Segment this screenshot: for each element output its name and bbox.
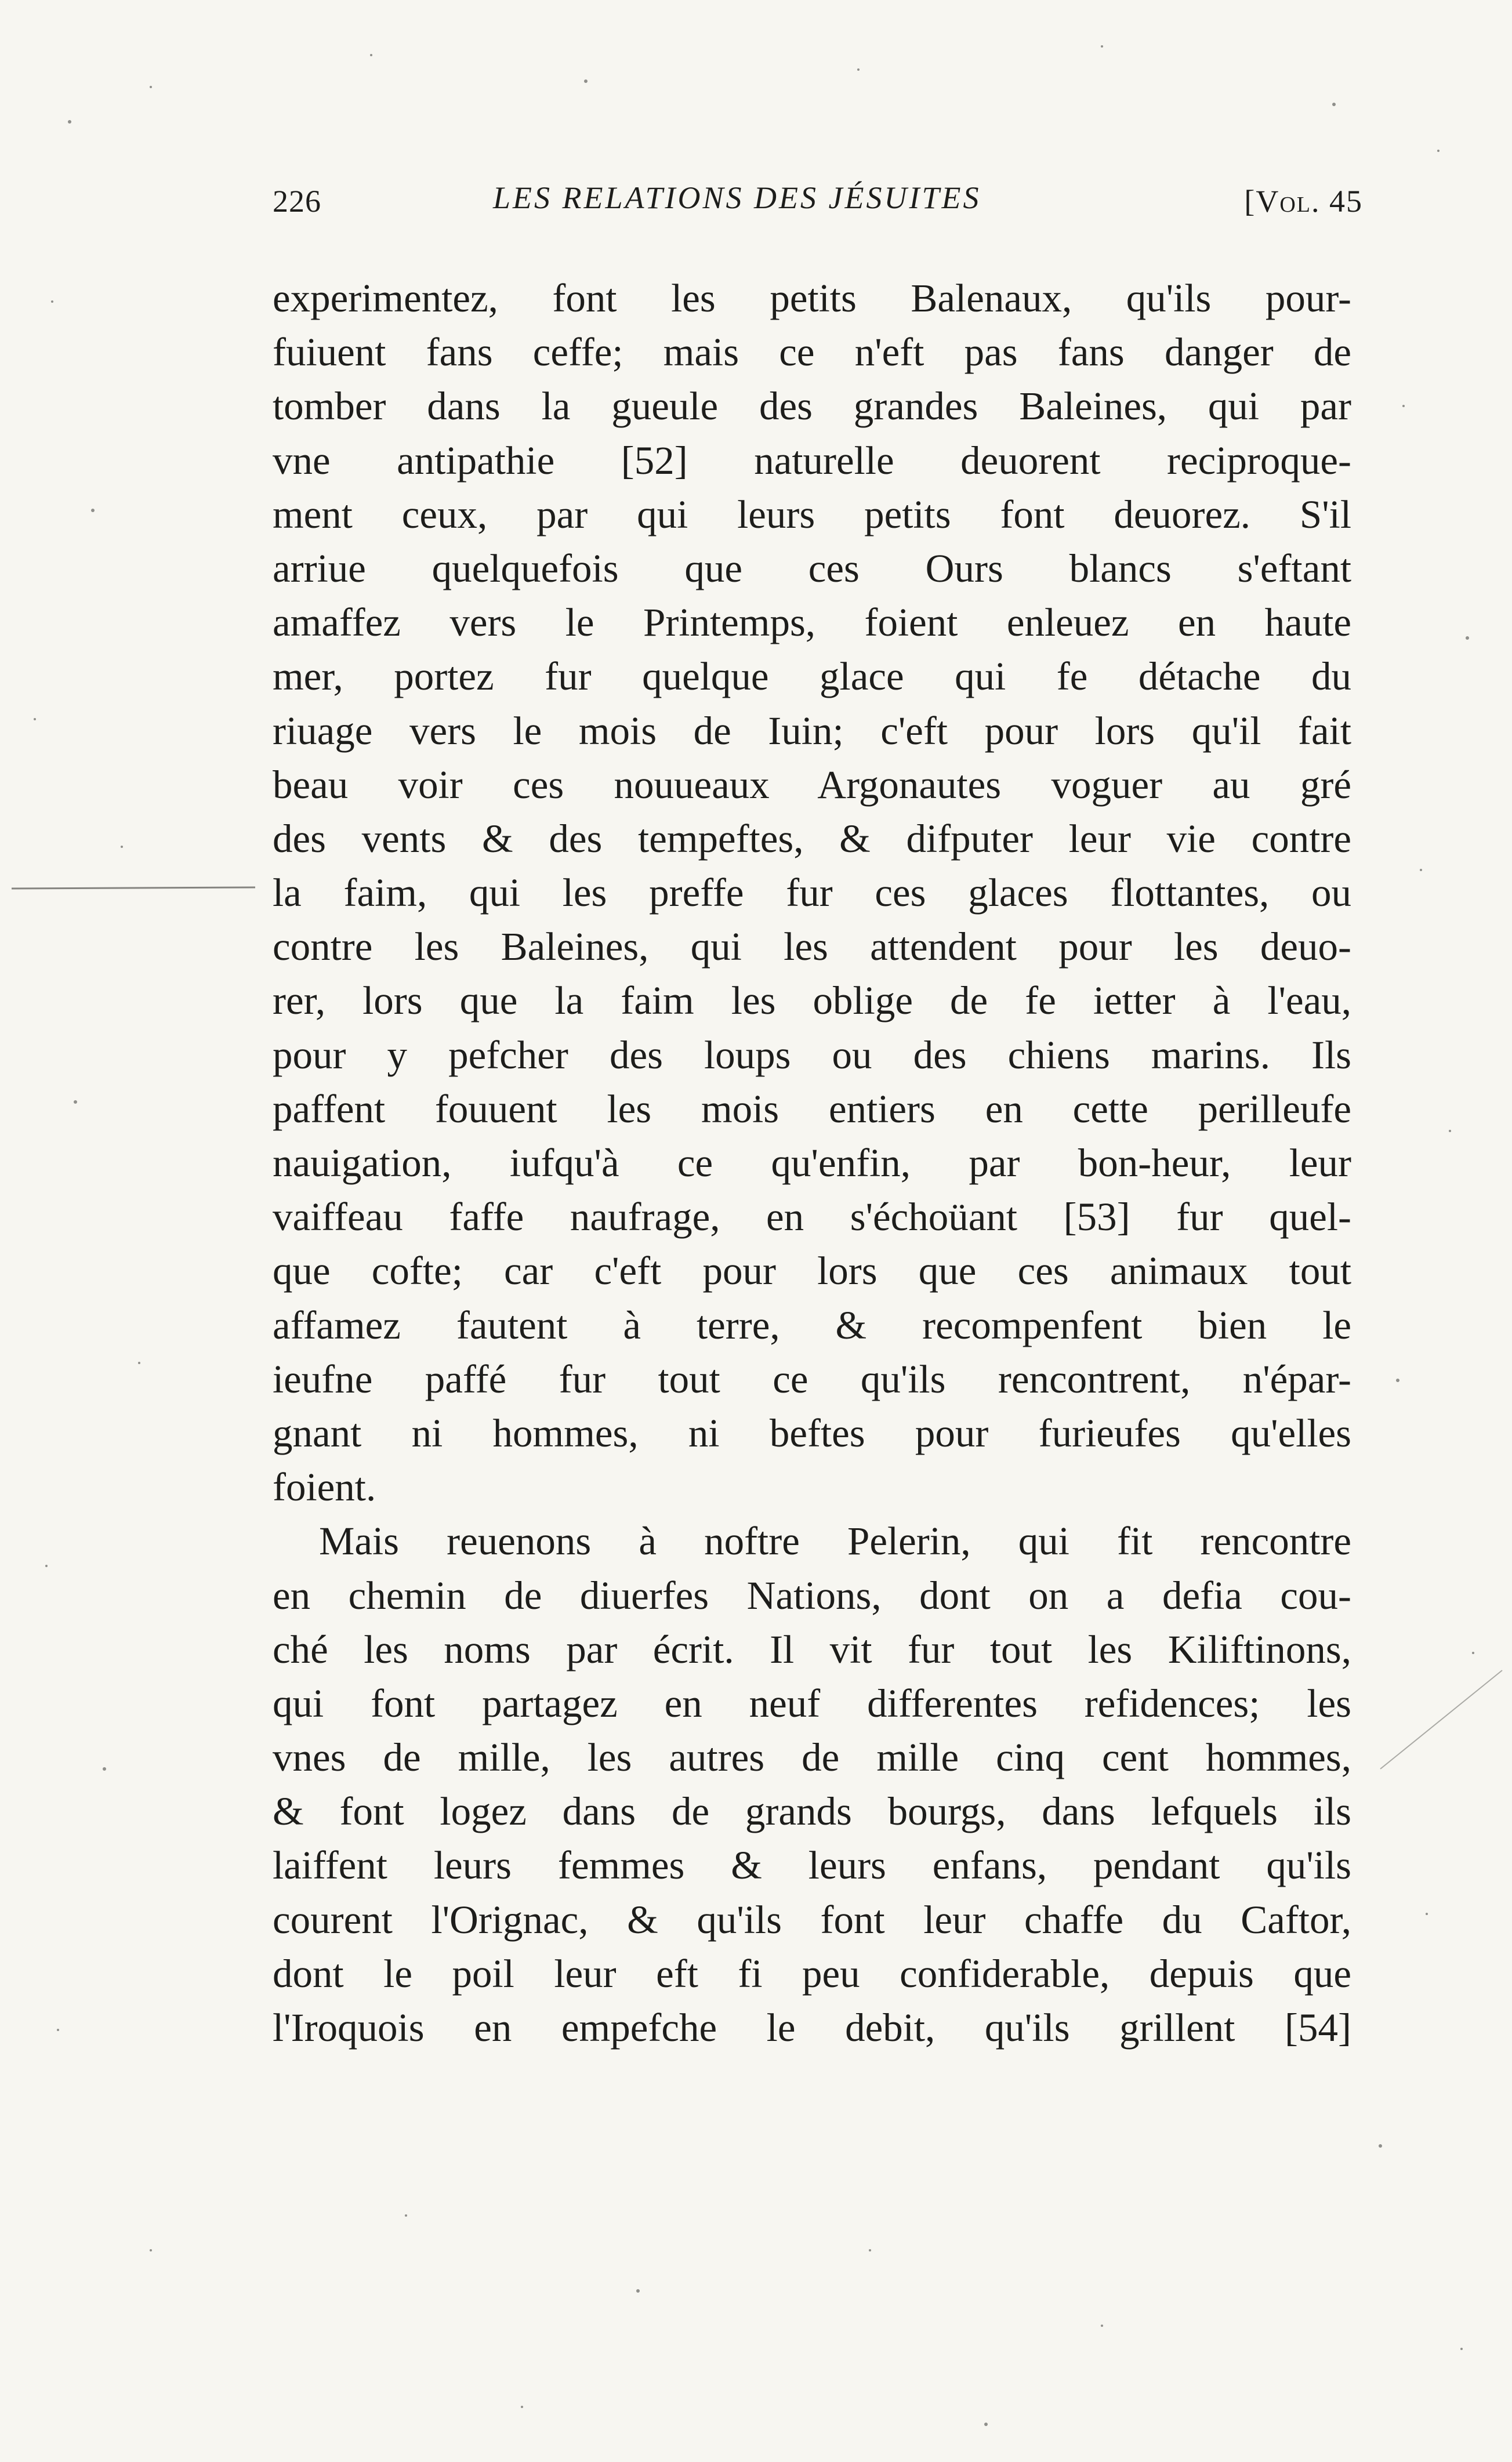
text-line: contre les Baleines, qui les attendent pour les deuo- (273, 924, 1351, 969)
text-line: des vents & des tempeftes, & difputer leur vie contre (273, 816, 1351, 861)
text-line: pour y pefcher des loups ou des chiens marins. Ils (273, 1032, 1351, 1077)
text-line: qui font partagez en neuf differentes refidences; les (273, 1681, 1351, 1725)
paragraph (273, 1514, 1351, 2055)
text-line: mer, portez fur quelque glace qui fe détache du (273, 654, 1351, 699)
running-title: LES RELATIONS DES JÉSUITES (493, 180, 981, 215)
text-line: Mais reuenons à noftre Pelerin, qui fit rencontre (319, 1519, 1351, 1564)
text-line: foient. (273, 1465, 376, 1510)
text-line: riuage vers le mois de Iuin; c'eft pour lors qu'il fait (273, 708, 1351, 753)
text-line: vne antipathie [52] naturelle deuorent reciproque- (273, 438, 1351, 483)
text-line: experimentez, font les petits Balenaux, qu'ils pour- (273, 276, 1351, 320)
text-line: tomber dans la gueule des grandes Baleines, qui par (273, 384, 1351, 429)
text-line: courent l'Orignac, & qu'ils font leur chaffe du Caftor, (273, 1897, 1351, 1942)
text-line: ché les noms par écrit. Il vit fur tout les Kiliftinons, (273, 1627, 1351, 1671)
text-line: ieufne paffé fur tout ce qu'ils rencontrent, n'épar- (273, 1357, 1351, 1401)
text-line: & font logez dans de grands bourgs, dans lefquels ils (273, 1789, 1351, 1834)
text-line: gnant ni hommes, ni beftes pour furieufes qu'elles (273, 1411, 1351, 1455)
text-line: vaiffeau faffe naufrage, en s'échoüant [53] fur quel- (273, 1195, 1351, 1239)
text-line: amaffez vers le Printemps, foient enleuez en haute (273, 600, 1351, 645)
page-number: 226 (273, 184, 321, 219)
text-line: ment ceux, par qui leurs petits font deuorez. S'il (273, 492, 1351, 536)
text-line: rer, lors que la faim les oblige de fe ietter à l'eau, (273, 978, 1351, 1023)
text-line: laiffent leurs femmes & leurs enfans, pendant qu'ils (273, 1843, 1351, 1888)
text-line: la faim, qui les preffe fur ces glaces flottantes, ou (273, 871, 1351, 915)
text-line: nauigation, iufqu'à ce qu'enfin, par bon-heur, leur (273, 1141, 1351, 1185)
text-line: affamez fautent à terre, & recompenfent bien le (273, 1303, 1351, 1347)
text-line: beau voir ces nouueaux Argonautes voguer au gré (273, 762, 1351, 807)
text-line: en chemin de diuerfes Nations, dont on a defia cou- (273, 1573, 1351, 1618)
text-line: arriue quelquefois que ces Ours blancs s'eftant (273, 546, 1351, 590)
running-header (273, 180, 1363, 232)
text-line: dont le poil leur eft fi peu confiderable, depuis que (273, 1951, 1351, 1996)
text-line: que cofte; car c'eft pour lors que ces animaux tout (273, 1249, 1351, 1293)
text-line: vnes de mille, les autres de mille cinq cent hommes, (273, 1735, 1351, 1780)
text-line: fuiuent fans ceffe; mais ce n'eft pas fans danger de (273, 330, 1351, 375)
text-line: l'Iroquois en empefche le debit, qu'ils grillent [54] (273, 2006, 1351, 2050)
text-line: paffent fouuent les mois entiers en cette perilleufe (273, 1086, 1351, 1131)
volume-label: [Vol. 45 (1244, 184, 1363, 219)
paragraph (273, 271, 1351, 1514)
body-text (273, 271, 1351, 2055)
